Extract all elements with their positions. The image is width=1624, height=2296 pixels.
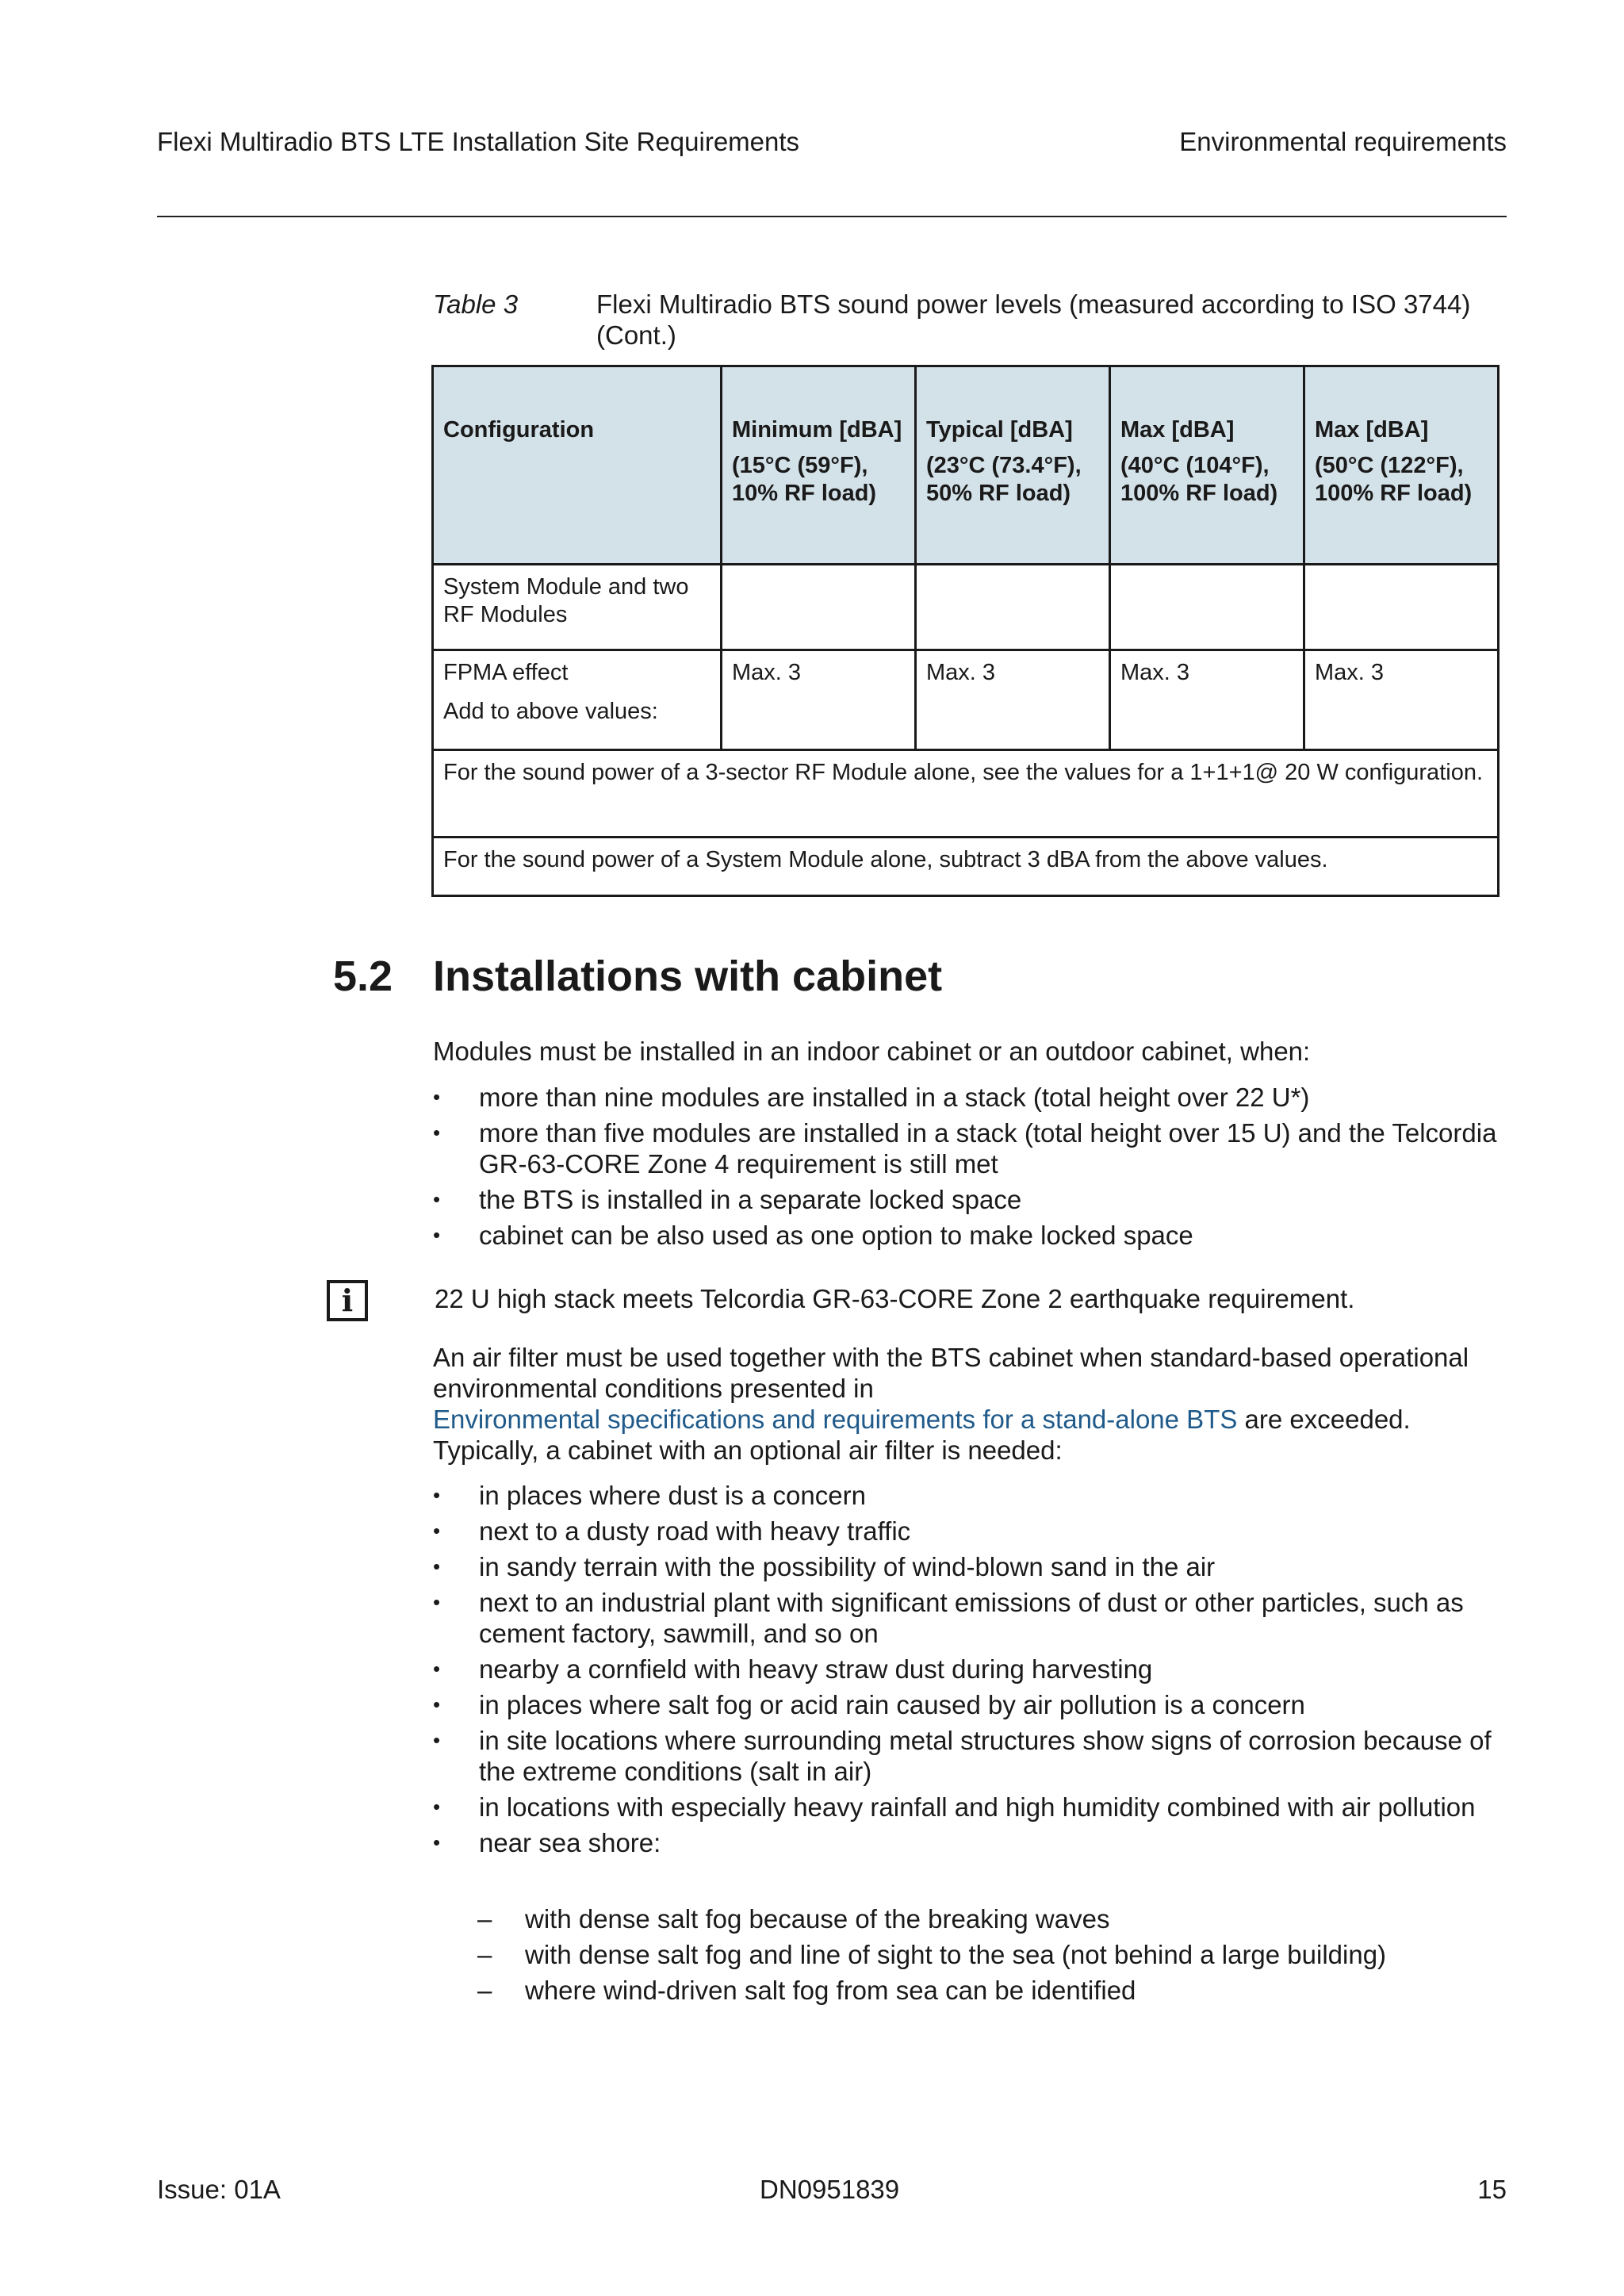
table-row	[433, 750, 1499, 838]
info-note: 22 U high stack meets Telcordia GR-63-CORE Zone 2 earthquake requirement.	[435, 1284, 1355, 1313]
table-row	[433, 650, 1499, 750]
list-item: • in sandy terrain with the possibility of wind-blown sand in the air	[433, 1551, 1511, 1582]
list-item: • nearby a cornfield with heavy straw dust during harvesting	[433, 1654, 1511, 1685]
header-rule	[157, 216, 1507, 217]
list-item: – with dense salt fog because of the breaking waves	[433, 1903, 1511, 1934]
list-item: • cabinet can be also used as one option to make locked space	[433, 1220, 1511, 1251]
air-filter-conditions-list	[433, 1480, 1511, 1863]
sound-power-table	[431, 365, 1500, 897]
list-item: • next to a dusty road with heavy traffic	[433, 1516, 1511, 1547]
table-cell	[1110, 565, 1304, 650]
section-title: Installations with cabinet	[433, 953, 943, 1000]
header-cell-configuration: Configuration	[433, 366, 722, 565]
list-item: • in places where salt fog or acid rain caused by air pollution is a concern	[433, 1689, 1511, 1720]
table-cell: Max. 3	[722, 650, 916, 750]
table-caption-text: Flexi Multiradio BTS sound power levels (measured according to ISO 3744) (Cont.)	[596, 289, 1471, 350]
list-item: – where wind-driven salt fog from sea can be identified	[433, 1975, 1511, 2006]
list-item: • more than nine modules are installed in a stack (total height over 22 U*)	[433, 1082, 1511, 1113]
footer-page-number: 15	[1477, 2175, 1507, 2204]
table-cell: System Module and two RF Modules	[433, 565, 722, 650]
info-icon: i	[327, 1280, 368, 1321]
list-item: • in locations with especially heavy rainfall and high humidity combined with air pollution	[433, 1792, 1511, 1823]
table-header-row	[433, 366, 1499, 565]
list-item: • in site locations where surrounding metal structures show signs of corrosion because of the extreme conditions (salt in air)	[433, 1725, 1511, 1787]
section-number: 5.2	[333, 953, 393, 1000]
table-note-cell: For the sound power of a System Module alone, subtract 3 dBA from the above values.	[433, 838, 1499, 896]
header-cell-max-40: Max [dBA] (40°C (104°F), 100% RF load)	[1110, 366, 1304, 565]
table-note-cell: For the sound power of a 3-sector RF Module alone, see the values for a 1+1+1@ 20 W configuration.	[433, 750, 1499, 838]
table-cell	[722, 565, 916, 650]
header-cell-minimum: Minimum [dBA] (15°C (59°F), 10% RF load)	[722, 366, 916, 565]
table-cell: FPMA effect Add to above values:	[433, 650, 722, 750]
cabinet-conditions-list	[433, 1082, 1511, 1255]
intro-paragraph: Modules must be installed in an indoor cabinet or an outdoor cabinet, when:	[433, 1037, 1311, 1066]
table-cell	[1304, 565, 1499, 650]
table-cell	[916, 565, 1110, 650]
running-header-title: Flexi Multiradio BTS LTE Installation Site Requirements	[157, 127, 800, 156]
header-cell-max-50: Max [dBA] (50°C (122°F), 100% RF load)	[1304, 366, 1499, 565]
list-item: • next to an industrial plant with significant emissions of dust or other particles, such as cement factory, sawmill, and so on	[433, 1587, 1511, 1649]
running-header-section: Environmental requirements	[1179, 127, 1507, 156]
footer-document-number: DN0951839	[760, 2175, 900, 2204]
table-cell: Max. 3	[1304, 650, 1499, 750]
environmental-specs-link[interactable]: Environmental specifications and requirements for a stand-alone BTS	[433, 1405, 1238, 1434]
table-row	[433, 565, 1499, 650]
table-caption-label: Table 3	[433, 289, 519, 319]
sea-shore-sublist	[433, 1903, 1511, 2010]
list-item: • near sea shore:	[433, 1827, 1511, 1858]
footer-issue: Issue: 01A	[157, 2175, 281, 2204]
list-item: – with dense salt fog and line of sight to the sea (not behind a large building)	[433, 1939, 1511, 1970]
list-item: • more than five modules are installed in a stack (total height over 15 U) and the Telcordia GR-63-CORE Zone 4 requirement is still met	[433, 1117, 1511, 1179]
header-cell-typical: Typical [dBA] (23°C (73.4°F), 50% RF load)	[916, 366, 1110, 565]
air-filter-paragraph: An air filter must be used together with the BTS cabinet when standard-based operational environmental conditions presented in Environmental specifications and requirements for a stand-alone BTS are exceeded. Typically, a cabinet with an optional air filter is needed:	[433, 1343, 1469, 1465]
table-cell: Max. 3	[1110, 650, 1304, 750]
list-item: • in places where dust is a concern	[433, 1480, 1511, 1511]
table-cell: Max. 3	[916, 650, 1110, 750]
table-row	[433, 838, 1499, 896]
list-item: • the BTS is installed in a separate locked space	[433, 1184, 1511, 1215]
